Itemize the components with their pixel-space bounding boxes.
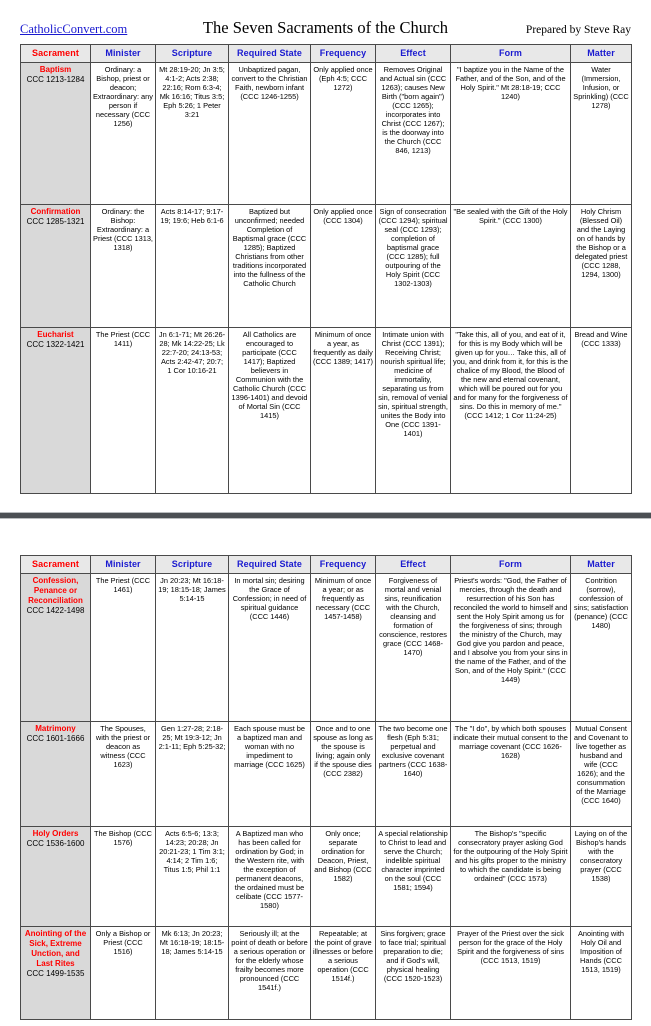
column-header-matter: Matter xyxy=(571,45,632,63)
minister-cell xyxy=(91,722,156,827)
form-cell xyxy=(451,927,571,1020)
form-text: The Bishop's "specific consecratory prayer asking God for the outpouring of the Holy Spirit and his gifts proper to the ministry to which the candidate is being ordained" (CCC 1573) xyxy=(453,829,568,884)
table-row xyxy=(21,63,632,205)
sacrament-label: Matrimony xyxy=(35,724,76,733)
required-state-cell xyxy=(229,574,311,722)
minister-text: The Spouses, with the priest or deacon as witness (CCC 1623) xyxy=(95,724,151,770)
matter-cell xyxy=(571,927,632,1020)
column-header-frequency: Frequency xyxy=(311,556,376,574)
scripture-text: Jn 20:23; Mt 16:18-19; 18:15-18; James 5:14-15 xyxy=(158,576,226,604)
page-two-top-margin xyxy=(20,519,631,555)
frequency-cell xyxy=(311,63,376,205)
sacrament-name-cell xyxy=(21,574,91,722)
column-header-effect: Effect xyxy=(376,45,451,63)
scripture-cell xyxy=(156,205,229,328)
sacrament-label: Confession, Penance or Reconciliation xyxy=(28,576,83,605)
form-text: "Be sealed with the Gift of the Holy Spirit." (CCC 1300) xyxy=(453,207,568,226)
minister-text: The Priest (CCC 1461) xyxy=(95,576,151,595)
column-header-required-state: Required State xyxy=(229,556,311,574)
sacrament-label: Baptism xyxy=(39,65,72,74)
minister-cell xyxy=(91,63,156,205)
sacrament-name-cell xyxy=(21,827,91,927)
document-header xyxy=(20,0,631,44)
matter-cell xyxy=(571,722,632,827)
frequency-text: Once and to one spouse as long as the spouse is living; again only if the spouse dies (CCC 2382) xyxy=(313,724,373,779)
effect-text: The two become one flesh (Eph 5:31; perpetual and exclusive covenant partners (CCC 1638-1640) xyxy=(378,724,448,779)
frequency-text: Minimum of once a year, as frequently as daily (CCC 1389; 1417) xyxy=(313,330,373,367)
column-header-scripture: Scripture xyxy=(156,45,229,63)
form-text: Priest's words: "God, the Father of mercies, through the death and resurrection of his Son has reconciled the world to himself and sent the Holy Spirit among us for the forgiveness of sins; through the ministry of the Church, may God give you pardon and peace, and I absolve you from your sins in the name of the Father, and of the Son, and of the Holy Spirit." (CCC 1449) xyxy=(453,576,568,685)
scripture-text: Mk 6:13; Jn 20:23; Mt 16:18-19; 18:15-18; James 5:14-15 xyxy=(159,929,225,957)
frequency-text: Minimum of once a year; or as frequently as necessary (CCC 1457-1458) xyxy=(314,576,372,622)
page-two xyxy=(0,519,651,1026)
page-one xyxy=(0,0,651,512)
frequency-cell xyxy=(311,722,376,827)
required-state-cell xyxy=(229,722,311,827)
scripture-text: Acts 8:14-17; 9:17-19; 19:6; Heb 6:1-6 xyxy=(160,207,224,226)
table-row xyxy=(21,205,632,328)
sacrament-label: Anointing of the Sick, Extreme Unction, and Last Rites xyxy=(24,929,87,968)
matter-text: Holy Chrism (Blessed Oil) and the Laying on of hands by the Bishop or a delegated priest (CCC 1288, 1294, 1300) xyxy=(574,207,628,280)
form-text: The "I do", by which both spouses indicate their mutual consent to the marriage covenant (CCC 1626-1628) xyxy=(453,724,568,761)
page-break-divider xyxy=(0,512,651,519)
required-state-text: Seriously ill; at the point of death or before a serious operation or for the elderly whose frailty becomes more pronounced (CCC 1541f.) xyxy=(231,929,308,993)
form-cell xyxy=(451,328,571,494)
effect-text: Forgiveness of mortal and venial sins, reunification with the Church, cleansing and formation of conscience, restores grace (CCC 1468-1470) xyxy=(379,576,447,658)
scripture-text: Acts 6:5-6; 13:3; 14:23; 20:28; Jn 20:21-23; 1 Tim 3:1; 4:14; 2 Tim 1:6; Titus 1:5; Phil 1:1 xyxy=(159,829,225,875)
effect-cell xyxy=(376,927,451,1020)
required-state-cell xyxy=(229,63,311,205)
effect-cell xyxy=(376,205,451,328)
scripture-cell xyxy=(156,827,229,927)
scripture-cell xyxy=(156,722,229,827)
table-row xyxy=(21,574,632,722)
minister-text: Ordinary: a Bishop, priest or deacon; Extraordinary: any person if necessary (CCC 1256) xyxy=(93,65,153,129)
matter-text: Water (Immersion, Infusion, or Sprinkling) (CCC 1278) xyxy=(573,65,629,111)
matter-text: Contrition (sorrow), confession of sins; satisfaction (penance) (CCC 1480) xyxy=(573,576,629,631)
scripture-text: Gen 1:27-28; 2:18-25; Mt 19:3-12; Jn 2:1-11; Eph 5:25-32; xyxy=(158,724,226,752)
table-header-row xyxy=(21,556,632,574)
matter-cell xyxy=(571,63,632,205)
sacraments-table-page-two xyxy=(20,555,632,1020)
required-state-cell xyxy=(229,328,311,494)
sacrament-reference: CCC 1601-1666 xyxy=(26,734,85,743)
effect-text: Sins forgiven; grace to face trial; spiritual preparation to die; and if God's will, physical healing (CCC 1520-1523) xyxy=(380,929,446,984)
prepared-by-label: Prepared by Steve Ray xyxy=(525,24,631,36)
sacrament-reference: CCC 1285-1321 xyxy=(26,217,85,226)
column-header-sacrament: Sacrament xyxy=(21,45,91,63)
frequency-text: Only applied once (Eph 4:5; CCC 1272) xyxy=(313,65,373,93)
matter-cell xyxy=(571,328,632,494)
sacrament-label: Confirmation xyxy=(30,207,81,216)
column-header-sacrament: Sacrament xyxy=(21,556,91,574)
minister-text: The Priest (CCC 1411) xyxy=(95,330,151,349)
page-title: The Seven Sacraments of the Church xyxy=(202,18,449,37)
required-state-text: A Baptized man who has been called for ordination by God; in the Western rite, with the exception of permanent deacons, the ordained must be celibate (CCC 1577-1580) xyxy=(234,829,305,911)
scripture-cell xyxy=(156,63,229,205)
matter-cell xyxy=(571,574,632,722)
frequency-cell xyxy=(311,328,376,494)
form-text: "Take this, all of you, and eat of it, for this is my Body which will be given up for you… Take this, all of you, and drink from it, for this is the chalice of my Blood, the Blood of the new and eternal covenant, which will be poured out for you and for many for the forgiveness of sins. Do this in memory of me." (CCC 1412; 1 Cor 11:24-25) xyxy=(453,330,569,421)
minister-cell xyxy=(91,205,156,328)
column-header-scripture: Scripture xyxy=(156,556,229,574)
sacrament-reference: CCC 1499-1535 xyxy=(26,969,85,978)
frequency-cell xyxy=(311,205,376,328)
effect-text: Removes Original and Actual sin (CCC 1263); causes New Birth ("born again") (CCC 1265); incorporates into Christ (CCC 1267); is the doorway into the Church (CCC 846, 1213) xyxy=(379,65,447,156)
column-header-required-state: Required State xyxy=(229,45,311,63)
sacrament-name-cell xyxy=(21,328,91,494)
required-state-cell xyxy=(229,205,311,328)
minister-text: The Bishop (CCC 1576) xyxy=(94,829,152,848)
sacrament-reference: CCC 1422-1498 xyxy=(26,606,85,615)
form-text: Prayer of the Priest over the sick person for the grace of the Holy Spirit and the forgiveness of sins (CCC 1513, 1519) xyxy=(457,929,564,966)
form-cell xyxy=(451,722,571,827)
column-header-frequency: Frequency xyxy=(311,45,376,63)
matter-text: Bread and Wine (CCC 1333) xyxy=(574,330,628,349)
required-state-cell xyxy=(229,827,311,927)
sacrament-name-cell xyxy=(21,722,91,827)
frequency-text: Only applied once (CCC 1304) xyxy=(313,207,373,226)
sacrament-name-cell xyxy=(21,927,91,1020)
effect-cell xyxy=(376,722,451,827)
sacrament-reference: CCC 1536-1600 xyxy=(26,839,85,848)
minister-text: Ordinary: the Bishop: Extraordinary: a Priest (CCC 1313, 1318) xyxy=(93,207,153,253)
minister-text: Only a Bishop or Priest (CCC 1516) xyxy=(95,929,151,957)
frequency-cell xyxy=(311,827,376,927)
required-state-text: Unbaptized pagan, convert to the Christian Faith, newborn infant (CCC 1246-1255) xyxy=(231,65,308,102)
required-state-text: All Catholics are encouraged to participate (CCC 1417); Baptized believers in Communion with the Catholic Church (CCC 1396-1401) and devoid of Mortal Sin (CCC 1415) xyxy=(231,330,308,421)
form-cell xyxy=(451,574,571,722)
form-cell xyxy=(451,827,571,927)
scripture-text: Mt 28:19-20; Jn 3:5; 4:1-2; Acts 2:38; 22:16; Rom 6:3-4; Mk 16:16; Titus 3:5; Eph 5:26; 1 Peter 3:21 xyxy=(159,65,225,120)
table-header-row xyxy=(21,45,632,63)
sacrament-label: Eucharist xyxy=(37,330,74,339)
minister-cell xyxy=(91,574,156,722)
frequency-cell xyxy=(311,574,376,722)
required-state-cell xyxy=(229,927,311,1020)
table-row xyxy=(21,722,632,827)
effect-text: Intimate union with Christ (CCC 1391); Receiving Christ; nourish spiritual life; medicine of immortality, separating us from sin, removal of venial sin, spiritual strength, unites the Body into One (CCC 1391-1401) xyxy=(378,330,448,439)
sacraments-table-page-one xyxy=(20,44,632,494)
matter-text: Laying on of the Bishop's hands with the consecratory prayer (CCC 1538) xyxy=(574,829,628,884)
scripture-cell xyxy=(156,574,229,722)
column-header-minister: Minister xyxy=(91,556,156,574)
column-header-form: Form xyxy=(451,556,571,574)
column-header-form: Form xyxy=(451,45,571,63)
frequency-cell xyxy=(311,927,376,1020)
sacrament-name-cell xyxy=(21,63,91,205)
effect-text: A special relationship to Christ to lead and serve the Church; indelible spiritual character imprinted on the soul (CCC 1581; 1594) xyxy=(378,829,448,893)
table-row xyxy=(21,328,632,494)
sacrament-reference: CCC 1322-1421 xyxy=(26,340,85,349)
matter-text: Anointing with Holy Oil and Imposition of Hands (CCC 1513, 1519) xyxy=(577,929,624,975)
matter-cell xyxy=(571,205,632,328)
minister-cell xyxy=(91,927,156,1020)
scripture-text: Jn 6:1-71; Mt 26:26-28; Mk 14:22-25; Lk 22:7-20; 24:13-53; Acts 2:42-47; 20:7; 1 Cor 10:16-21 xyxy=(158,330,226,376)
column-header-matter: Matter xyxy=(571,556,632,574)
minister-cell xyxy=(91,328,156,494)
sacrament-name-cell xyxy=(21,205,91,328)
frequency-text: Repeatable; at the point of grave illnesses or before a serious operation (CCC 1514f.) xyxy=(313,929,373,984)
scripture-cell xyxy=(156,927,229,1020)
effect-cell xyxy=(376,827,451,927)
form-text: "I baptize you in the Name of the Father, and of the Son, and of the Holy Spirit." Mt 28:18-19; CCC 1240) xyxy=(455,65,566,102)
minister-cell xyxy=(91,827,156,927)
column-header-minister: Minister xyxy=(91,45,156,63)
table-row xyxy=(21,927,632,1020)
sacrament-label: Holy Orders xyxy=(32,829,79,838)
required-state-text: In mortal sin; desiring the Grace of Confession; in need of spiritual guidance (CCC 1446) xyxy=(232,576,307,622)
effect-cell xyxy=(376,328,451,494)
matter-text: Mutual Consent and Covenant to live together as husband and wife (CCC 1626); and the consummation of the Marriage (CCC 1640) xyxy=(573,724,629,806)
effect-text: Sign of consecration (CCC 1294); spiritual seal (CCC 1293); completion of baptismal grace (CCC 1285); full outpouring of the Holy Spirit (CCC 1302-1303) xyxy=(378,207,448,289)
table-row xyxy=(21,827,632,927)
effect-cell xyxy=(376,574,451,722)
required-state-text: Baptized but unconfirmed; needed Completion of Baptismal grace (CCC 1285); Baptized Christians from other traditions incorporated into the fullness of the Catholic Church xyxy=(232,207,307,289)
catholicconvert-link[interactable]: CatholicConvert.com xyxy=(20,22,128,36)
sacrament-reference: CCC 1213-1284 xyxy=(26,75,85,84)
form-cell xyxy=(451,205,571,328)
scripture-cell xyxy=(156,328,229,494)
required-state-text: Each spouse must be a baptized man and woman with no impediment to marriage (CCC 1625) xyxy=(233,724,306,770)
effect-cell xyxy=(376,63,451,205)
frequency-text: Only once; separate ordination for Deacon, Priest, and Bishop (CCC 1582) xyxy=(314,829,372,884)
column-header-effect: Effect xyxy=(376,556,451,574)
form-cell xyxy=(451,63,571,205)
matter-cell xyxy=(571,827,632,927)
